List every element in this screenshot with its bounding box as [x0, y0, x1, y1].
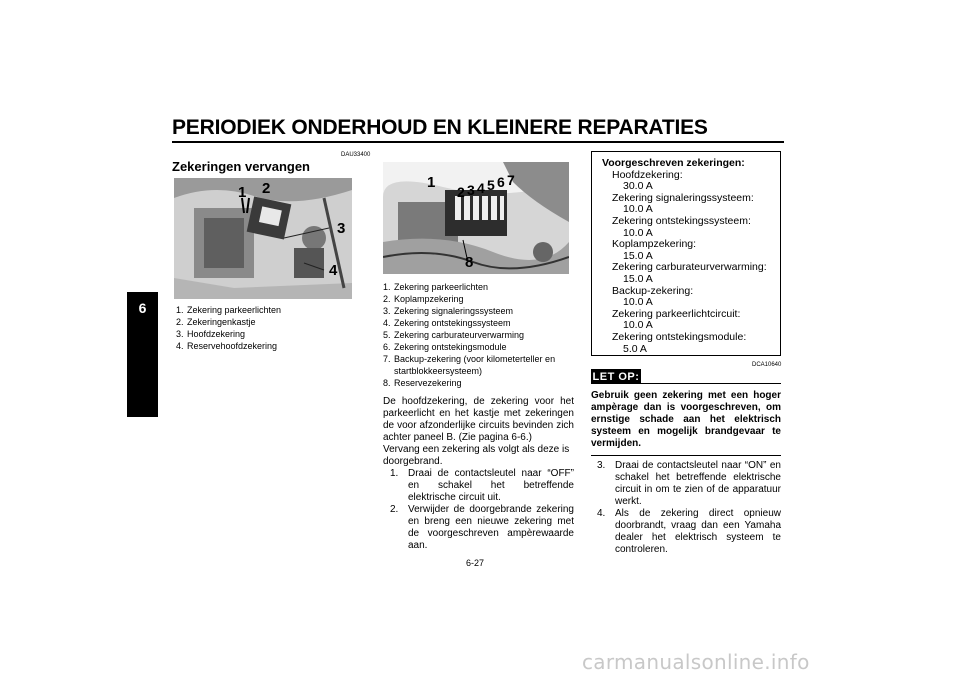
spec-label: Backup-zekering:	[612, 284, 694, 297]
caption-item: 4. Zekering ontstekingssysteem	[383, 318, 511, 328]
caption-item: 1. Zekering parkeerlichten	[176, 305, 282, 315]
caption-item: 2. Koplampzekering	[383, 294, 464, 304]
callout-3: 3	[337, 220, 346, 237]
spec-value: 10.0 A	[623, 203, 653, 216]
callout-1: 1	[427, 174, 436, 191]
spec-label: Zekering signaleringssysteem:	[612, 191, 754, 204]
doc-code-left: DAU33400	[341, 152, 371, 158]
fuse-spec-box	[591, 151, 781, 356]
watermark: carmanualsonline.info	[582, 650, 810, 674]
fuse-photo-1	[174, 178, 352, 299]
spec-label: Zekering ontstekingssysteem:	[612, 214, 751, 227]
spec-value: 30.0 A	[623, 180, 653, 193]
caption-item: 6. Zekering ontstekingsmodule	[383, 342, 507, 352]
spec-label: Zekering parkeerlichtcircuit:	[612, 307, 741, 320]
notice-end-rule	[591, 455, 781, 456]
caption-item: 8. Reservezekering	[383, 378, 462, 388]
body-intro: Vervang een zekering als volgt als deze is doorgebrand.	[383, 444, 570, 467]
spec-value: 15.0 A	[623, 272, 653, 285]
notice-text: Gebruik geen zekering met een hoger ampèrage dan is voorgeschreven, om ernstige schade aan het elektrisch systeem en mogelijk brandgevaar te vermijden.	[591, 390, 781, 449]
spec-value: 10.0 A	[623, 296, 653, 309]
spec-value: 5.0 A	[623, 342, 647, 355]
caption-item: 3. Hoofdzekering	[176, 329, 246, 339]
spec-value: 10.0 A	[623, 226, 653, 239]
caption-item: 5. Zekering carburateurverwarming	[383, 330, 525, 340]
step-2: 2. Verwijder de doorgebrande zekering en breng een nieuwe zekering met de voorgeschreven ampèrewaarde aan.	[390, 504, 574, 551]
title-rule	[172, 141, 784, 143]
body-paragraph: De hoofdzekering, de zekering voor het parkeerlicht en het kastje met zekeringen de voor afzonderlijke circuits bevinden zich achter paneel B. (Zie pagina 6-6.)	[383, 396, 574, 443]
spec-label: Zekering carburateurverwarming:	[612, 261, 767, 274]
page-number: 6-27	[466, 558, 485, 568]
fuse-photo-2	[383, 162, 569, 274]
callout-6: 6	[497, 174, 505, 190]
callout-5: 5	[487, 177, 495, 193]
section-heading: Zekeringen vervangen	[172, 159, 310, 174]
step-1: 1. Draai de contactsleutel naar “OFF” en schakel het betreffende elektrische circuit uit.	[390, 468, 574, 503]
doc-code-right: DCA10640	[752, 362, 782, 368]
notice-badge: LET OP:	[592, 370, 640, 383]
callout-4: 4	[477, 180, 485, 196]
page-title: PERIODIEK ONDERHOUD EN KLEINERE REPARATIES	[172, 116, 708, 139]
caption-item: 3. Zekering signaleringssysteem	[383, 306, 514, 316]
figure1-caption	[176, 304, 356, 352]
spec-label: Koplampzekering:	[612, 238, 697, 251]
callout-2: 2	[457, 184, 465, 200]
callout-4: 4	[329, 262, 338, 279]
caption-item: 1. Zekering parkeerlichten	[383, 282, 489, 292]
spec-value: 15.0 A	[623, 249, 653, 262]
figure2-caption	[383, 281, 573, 389]
callout-8: 8	[465, 254, 474, 271]
fuse-photo-2-illustration	[383, 162, 569, 274]
spec-title: Voorgeschreven zekeringen:	[602, 157, 745, 169]
callout-2: 2	[262, 180, 271, 197]
step-3: 3. Draai de contactsleutel naar “ON” en schakel het betreffende elektrische circuit in om te zien of de apparatuur werkt.	[597, 460, 781, 507]
caption-item: 4. Reservehoofdzekering	[176, 341, 278, 351]
spec-label: Hoofdzekering:	[612, 168, 683, 181]
callout-7: 7	[507, 172, 515, 188]
caption-item: 7. Backup-zekering (voor kilometerteller en startblokkeersysteem)	[383, 354, 556, 376]
callout-3: 3	[467, 182, 475, 198]
chapter-tab: 6	[127, 292, 158, 417]
body-text	[383, 396, 574, 552]
step-4: 4. Als de zekering direct opnieuw doorbrandt, vraag dan een Yamaha dealer het elektrisch systeem te controleren.	[597, 508, 781, 555]
steps-right	[597, 460, 781, 556]
notice-rule	[641, 383, 781, 384]
spec-label: Zekering ontstekingsmodule:	[612, 330, 747, 343]
spec-value: 10.0 A	[623, 319, 653, 332]
callout-1: 1	[238, 184, 247, 201]
caption-item: 2. Zekeringenkastje	[176, 317, 256, 327]
